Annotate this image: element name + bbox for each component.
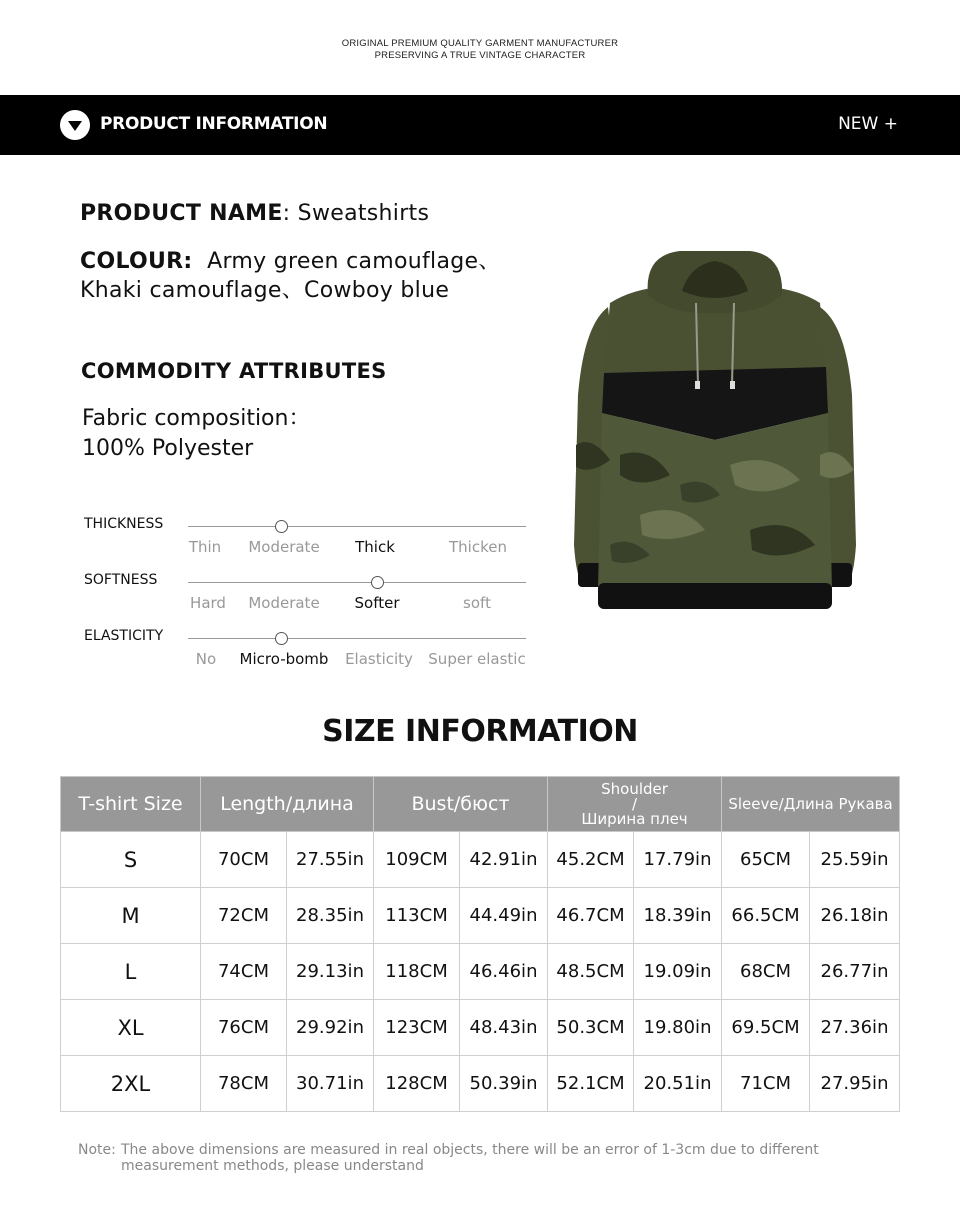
table-cell: 18.39in: [634, 888, 722, 944]
header-length: Length/длина: [201, 777, 374, 832]
size-table: [60, 776, 900, 1112]
table-cell: 27.55in: [287, 832, 374, 888]
scale-option: No: [195, 650, 217, 668]
tagline: [0, 38, 960, 62]
table-cell: 118CM: [374, 944, 460, 1000]
table-cell: 20.51in: [634, 1056, 722, 1112]
note-text: The above dimensions are measured in real objects, there will be an error of 1-3cm due to different measurement methods, please understand: [121, 1142, 819, 1174]
table-cell: 68CM: [722, 944, 810, 1000]
table-cell: 27.36in: [810, 1000, 900, 1056]
fabric-composition-label: Fabric composition：: [82, 406, 311, 431]
header-shoulder-en: Shoulder: [601, 779, 668, 798]
hoodie-product-image: [570, 245, 860, 615]
scale-option: Super elastic: [428, 650, 526, 668]
colour-line-1: [80, 244, 501, 275]
table-cell: 48.43in: [460, 1000, 548, 1056]
table-cell: 50.39in: [460, 1056, 548, 1112]
tagline-line-2: PRESERVING A TRUE VINTAGE CHARACTER: [374, 50, 586, 61]
header-size: T-shirt Size: [61, 777, 201, 832]
table-cell: 26.77in: [810, 944, 900, 1000]
table-cell: 52.1CM: [548, 1056, 634, 1112]
banner-title: PRODUCT INFORMATION: [100, 114, 328, 134]
table-row: [61, 944, 900, 1000]
softness-scale: [84, 572, 544, 620]
scale-option: Micro-bomb: [239, 650, 329, 668]
scale-option: Softer: [354, 594, 400, 612]
table-cell: 123CM: [374, 1000, 460, 1056]
thickness-scale: [84, 516, 544, 564]
scale-option: Moderate: [248, 538, 320, 556]
scale-track: [188, 638, 526, 639]
table-row: [61, 888, 900, 944]
product-name-label: PRODUCT NAME: [80, 201, 283, 226]
table-cell: 27.95in: [810, 1056, 900, 1112]
size-information-title: SIZE INFORMATION: [322, 714, 638, 749]
scale-marker: [275, 520, 288, 533]
scale-option: Thick: [355, 538, 395, 556]
size-cell: L: [61, 944, 201, 1000]
table-cell: 71CM: [722, 1056, 810, 1112]
chevron-down-icon: [60, 110, 90, 140]
table-cell: 28.35in: [287, 888, 374, 944]
scale-label: THICKNESS: [84, 516, 164, 532]
table-cell: 29.92in: [287, 1000, 374, 1056]
table-cell: 19.09in: [634, 944, 722, 1000]
table-cell: 48.5CM: [548, 944, 634, 1000]
commodity-attributes-title: COMMODITY ATTRIBUTES: [81, 359, 387, 383]
scale-track: [188, 526, 526, 527]
scale-option: Elasticity: [345, 650, 413, 668]
header-shoulder: [548, 777, 722, 832]
table-header-row: [61, 777, 900, 832]
size-cell: M: [61, 888, 201, 944]
table-cell: 46.7CM: [548, 888, 634, 944]
table-cell: 69.5CM: [722, 1000, 810, 1056]
table-cell: 29.13in: [287, 944, 374, 1000]
table-cell: 65CM: [722, 832, 810, 888]
note-label: Note:: [78, 1142, 116, 1158]
scale-option: soft: [463, 594, 491, 612]
size-cell: 2XL: [61, 1056, 201, 1112]
table-cell: 50.3CM: [548, 1000, 634, 1056]
table-row: [61, 1056, 900, 1112]
colour-value-2: Khaki camouflage、Cowboy blue: [80, 278, 450, 303]
table-cell: 78CM: [201, 1056, 287, 1112]
scale-marker: [275, 632, 288, 645]
scale-label: SOFTNESS: [84, 572, 158, 588]
table-row: [61, 1000, 900, 1056]
product-name-value: : Sweatshirts: [282, 201, 430, 226]
scale-option: Thicken: [449, 538, 507, 556]
product-info-banner: [0, 95, 960, 155]
scale-option: Thin: [188, 538, 222, 556]
colour-label: COLOUR:: [80, 249, 193, 274]
measurement-note: [78, 1142, 898, 1174]
table-cell: 74CM: [201, 944, 287, 1000]
table-cell: 19.80in: [634, 1000, 722, 1056]
table-cell: 30.71in: [287, 1056, 374, 1112]
table-cell: 76CM: [201, 1000, 287, 1056]
scale-marker: [371, 576, 384, 589]
header-shoulder-ru: Ширина плеч: [581, 809, 688, 828]
colour-value-1: Army green camouflage、: [207, 249, 501, 274]
table-cell: 26.18in: [810, 888, 900, 944]
scale-option: Moderate: [248, 594, 320, 612]
table-cell: 42.91in: [460, 832, 548, 888]
table-cell: 66.5CM: [722, 888, 810, 944]
scale-option: Hard: [190, 594, 226, 612]
table-cell: 17.79in: [634, 832, 722, 888]
table-cell: 25.59in: [810, 832, 900, 888]
elasticity-scale: [84, 628, 544, 676]
table-cell: 128CM: [374, 1056, 460, 1112]
tagline-line-1: ORIGINAL PREMIUM QUALITY GARMENT MANUFACTURER: [341, 38, 619, 49]
header-shoulder-sep: /: [631, 794, 638, 813]
size-cell: XL: [61, 1000, 201, 1056]
table-row: [61, 832, 900, 888]
scale-track: [188, 582, 526, 583]
product-name: [80, 201, 429, 226]
table-cell: 46.46in: [460, 944, 548, 1000]
new-badge: NEW +: [838, 114, 898, 134]
header-bust: Bust/бюст: [374, 777, 548, 832]
table-cell: 72CM: [201, 888, 287, 944]
scale-label: ELASTICITY: [84, 628, 164, 644]
table-cell: 45.2CM: [548, 832, 634, 888]
table-cell: 44.49in: [460, 888, 548, 944]
table-cell: 70CM: [201, 832, 287, 888]
table-cell: 109CM: [374, 832, 460, 888]
table-cell: 113CM: [374, 888, 460, 944]
fabric-composition-value: 100% Polyester: [82, 436, 254, 461]
header-sleeve: Sleeve/Длина Рукава: [722, 777, 900, 832]
size-cell: S: [61, 832, 201, 888]
